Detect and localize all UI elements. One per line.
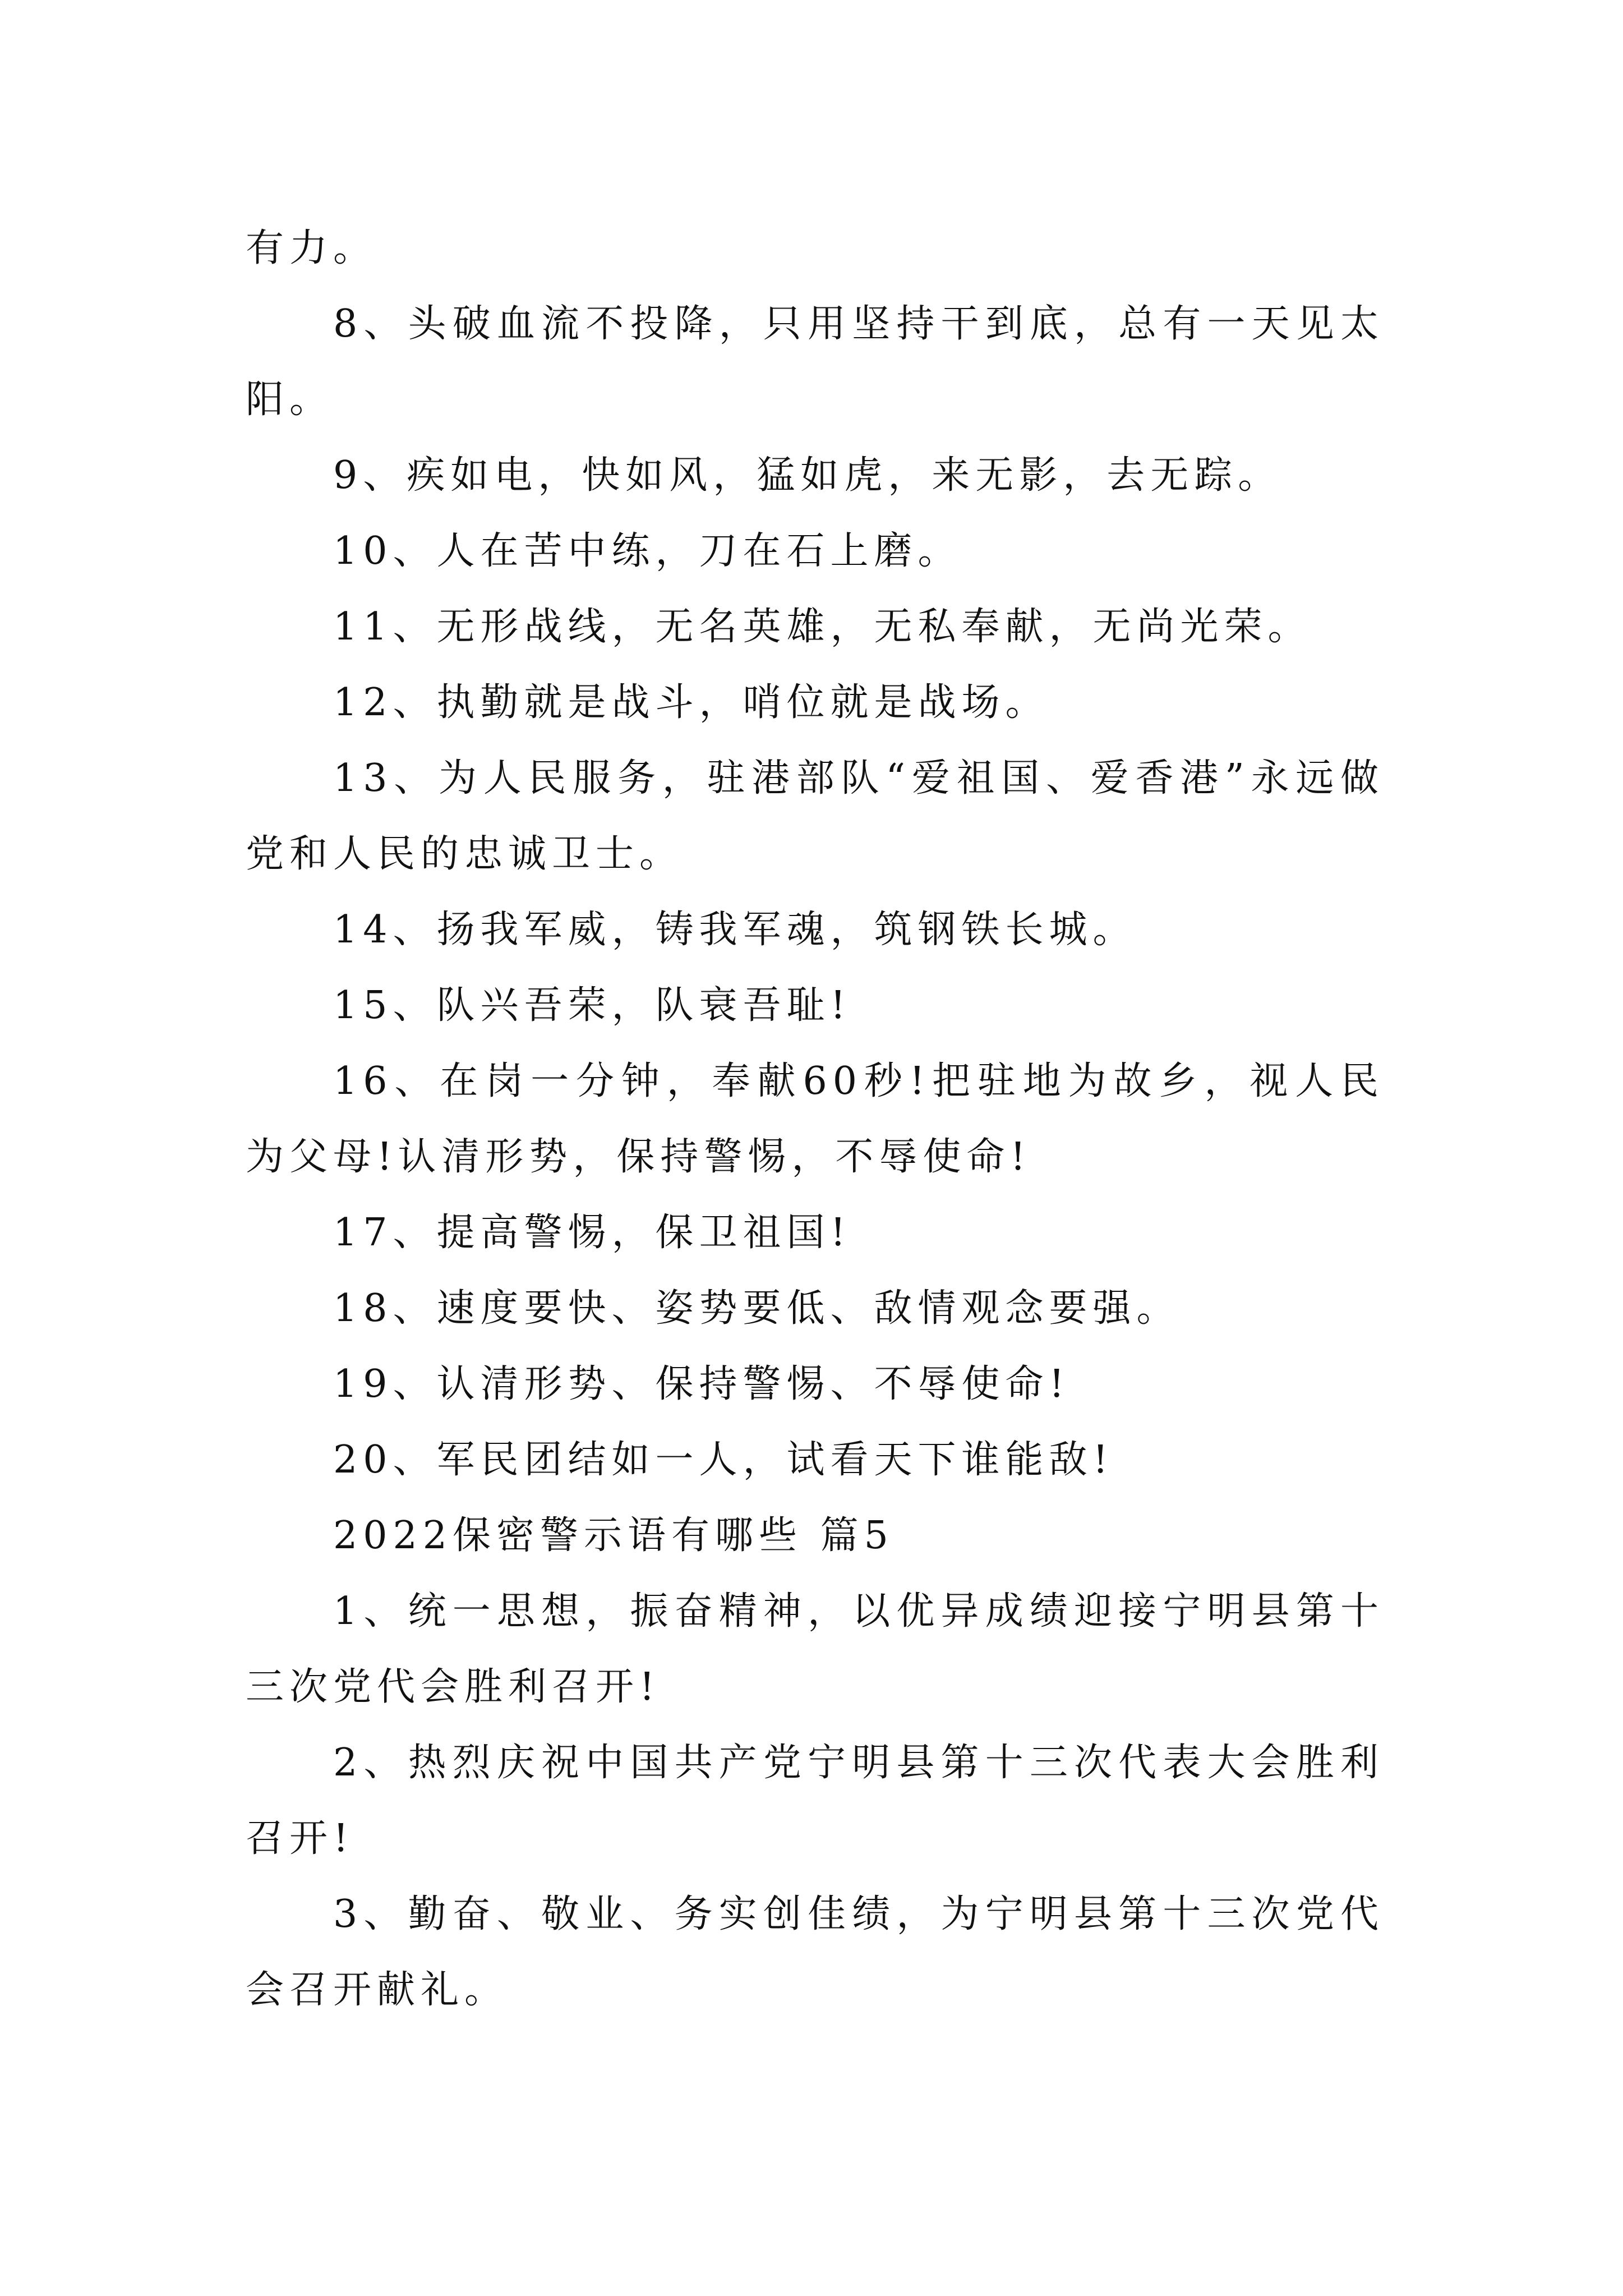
list-item-13: 13、为人民服务，驻港部队“爱祖国、爱香港”永远做党和人民的忠诚卫士。 bbox=[246, 756, 1384, 876]
list-item-9: 9、疾如电，快如风，猛如虎，来无影，去无踪。 bbox=[333, 453, 1282, 498]
list-item-16: 16、在岗一分钟，奉献60秒!把驻地为故乡，视人民为父母!认清形势，保持警惕，不辱使命! bbox=[246, 1059, 1384, 1179]
section-heading: 2022保密警示语有哪些 篇5 bbox=[333, 1513, 894, 1558]
list-item-2: 2、热烈庆祝中国共产党宁明县第十三次代表大会胜利召开! bbox=[246, 1741, 1384, 1861]
list-item-19: 19、认清形势、保持警惕、不辱使命! bbox=[333, 1362, 1070, 1406]
list-item-12: 12、执勤就是战斗，哨位就是战场。 bbox=[333, 680, 1049, 725]
paragraph-continuation: 有力。 bbox=[246, 226, 377, 270]
list-item-8: 8、头破血流不投降，只用坚持干到底，总有一天见太阳。 bbox=[246, 302, 1384, 422]
list-item-14: 14、扬我军威，铸我军魂，筑钢铁长城。 bbox=[333, 908, 1137, 952]
list-item-18: 18、速度要快、姿势要低、敌情观念要强。 bbox=[333, 1286, 1181, 1331]
list-item-1: 1、统一思想，振奋精神，以优异成绩迎接宁明县第十三次党代会胜利召开! bbox=[246, 1589, 1384, 1709]
list-item-15: 15、队兴吾荣，队衰吾耻! bbox=[333, 983, 851, 1028]
list-item-3: 3、勤奋、敬业、务实创佳绩，为宁明县第十三次党代会召开献礼。 bbox=[246, 1892, 1384, 2012]
document-body bbox=[246, 210, 1384, 2028]
list-item-11: 11、无形战线，无名英雄，无私奉献，无尚光荣。 bbox=[333, 605, 1312, 649]
list-item-17: 17、提高警惕，保卫祖国! bbox=[333, 1211, 851, 1255]
list-item-10: 10、人在苦中练，刀在石上磨。 bbox=[333, 529, 962, 573]
list-item-20: 20、军民团结如一人，试看天下谁能敌! bbox=[333, 1438, 1114, 1482]
